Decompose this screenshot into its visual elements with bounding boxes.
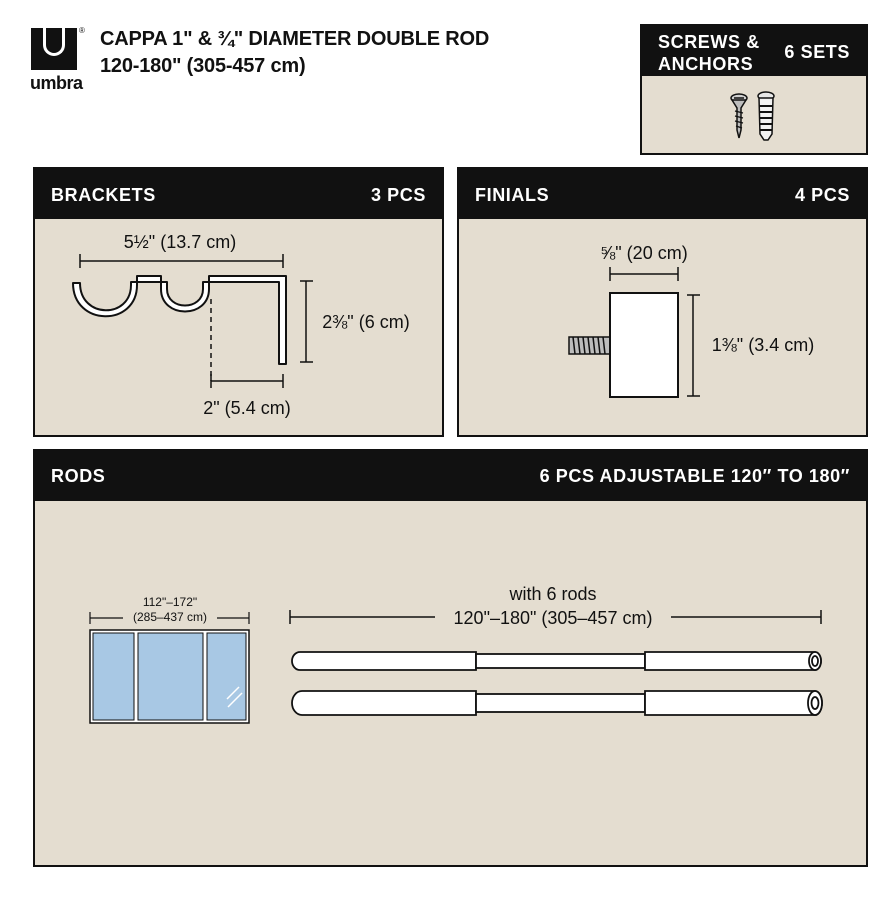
anchor-icon <box>758 92 774 140</box>
screw-icon <box>731 94 747 138</box>
rod-upper <box>292 652 821 670</box>
rod-dim-label: 120"–180" (305–457 cm) <box>453 608 653 628</box>
finials-label: FINIALS <box>475 185 550 205</box>
product-title-line1: CAPPA 1" & ¾" DIAMETER DOUBLE ROD <box>100 28 490 50</box>
bracket-width-label: 5½" (13.7 cm) <box>123 232 237 252</box>
screws-anchors-qty: 6 SETS <box>784 42 850 62</box>
umbra-logo-mark <box>31 28 77 70</box>
window-illustration <box>90 630 249 723</box>
rods-qty: 6 PCS ADJUSTABLE 120″ TO 180″ <box>539 466 850 486</box>
screws-anchors-label <box>658 31 760 75</box>
finials-panel <box>457 167 868 437</box>
brackets-label: BRACKETS <box>51 185 156 205</box>
window-dim-label-line1: 112"–172" <box>142 595 198 609</box>
registered-mark: ® <box>79 26 85 35</box>
umbra-wordmark: umbra <box>30 73 83 93</box>
finial-width-label: ⅝" (20 cm) <box>600 243 688 263</box>
product-title <box>100 26 489 80</box>
rods-panel <box>33 449 868 867</box>
rods-label: RODS <box>51 466 106 486</box>
finial-height-label: 1⅜" (3.4 cm) <box>711 335 815 355</box>
product-title-line2: 120-180" (305-457 cm) <box>100 55 306 77</box>
bracket-height-label: 2⅜" (6 cm) <box>322 312 410 332</box>
finial-threaded-stud <box>569 337 610 354</box>
screws-anchors-header <box>642 26 866 76</box>
bracket-depth-label: 2" (5.4 cm) <box>203 398 291 418</box>
screw-anchor-illustration <box>642 76 866 153</box>
finial-diagram <box>459 169 866 435</box>
bracket-shape <box>73 276 286 364</box>
screws-label-line2: ANCHORS <box>658 54 754 74</box>
window-dim-label-line2: (285–437 cm) <box>132 610 208 624</box>
bracket-diagram <box>35 169 442 435</box>
screws-anchors-panel <box>640 24 868 155</box>
rods-diagram <box>35 451 866 865</box>
rod-caption: with 6 rods <box>509 584 597 604</box>
brackets-qty: 3 PCS <box>370 185 426 205</box>
screws-label-line1: SCREWS & <box>658 32 760 52</box>
rod-lower <box>292 691 822 715</box>
finial-cap <box>610 293 678 397</box>
finials-qty: 4 PCS <box>794 185 850 205</box>
brackets-panel <box>33 167 444 437</box>
